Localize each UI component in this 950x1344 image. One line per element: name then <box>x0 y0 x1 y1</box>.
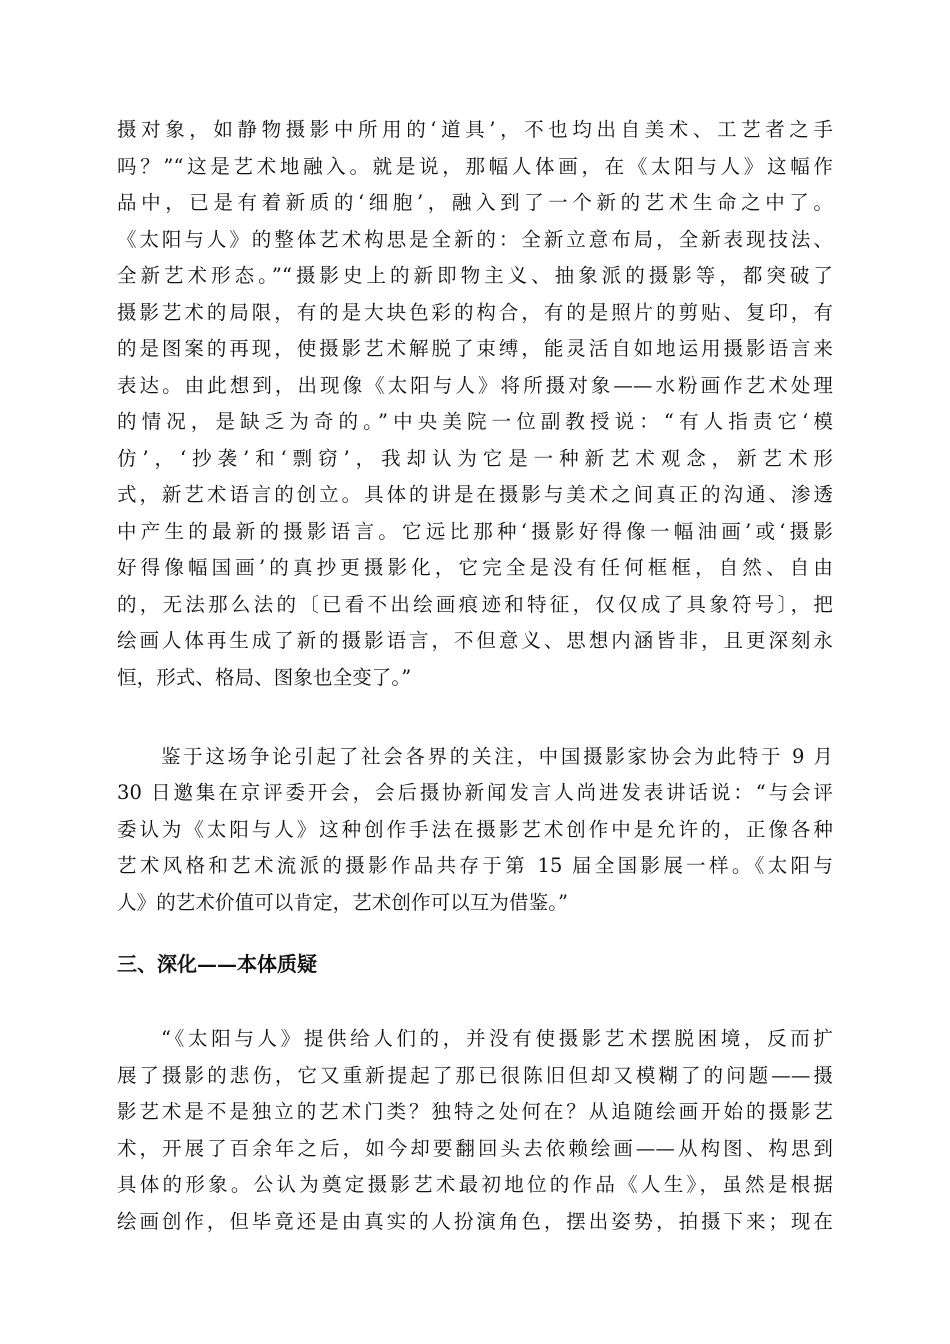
paragraph-1-line-7: 的是图案的再现，使摄影艺术解脱了束缚，能灵活自如地运用摄影语言来 <box>117 337 833 360</box>
paragraph-1-line-9: 的情况，是缺乏为奇的。”中央美院一位副教授说：“有人指责它‘模 <box>117 410 833 433</box>
paragraph-1-line-12: 中产生的最新的摄影语言。它远比那种‘摄影好得像一幅油画’或‘摄影 <box>117 520 833 543</box>
paragraph-3-line-3: 影艺术是不是独立的艺术门类？独特之处何在？从追随绘画开始的摄影艺 <box>117 1100 833 1123</box>
paragraph-1-line-8: 表达。由此想到，出现像《太阳与人》将所摄对象——水粉画作艺术处理 <box>117 374 833 397</box>
paragraph-2-line-5: 人》的艺术价值可以肯定，艺术创作可以互为借鉴。” <box>117 891 569 914</box>
paragraph-1-line-13: 好得像幅国画’的真抄更摄影化，它完全是没有任何框框，自然、自由 <box>117 556 833 579</box>
paragraph-1-line-3: 品中，已是有着新质的‘细胞’，融入到了一个新的艺术生命之中了。 <box>117 191 833 214</box>
section-heading: 三、深化——本体质疑 <box>117 952 317 976</box>
paragraph-1-line-10: 仿’，‘抄袭’和‘剽窃’，我却认为它是一种新艺术观念，新艺术形 <box>117 447 833 470</box>
paragraph-3-line-2: 展了摄影的悲伤，它又重新提起了那已很陈旧但却又模糊了的问题——摄 <box>117 1064 833 1087</box>
paragraph-2-line-1: 鉴于这场争论引起了社会各界的关注，中国摄影家协会为此特于 9 月 <box>161 745 833 768</box>
paragraph-1-line-2: 吗？”“这是艺术地融入。就是说，那幅人体画，在《太阳与人》这幅作 <box>117 155 833 178</box>
paragraph-1-line-1: 摄对象，如静物摄影中所用的‘道具’，不也均出自美术、工艺者之手 <box>117 118 833 141</box>
paragraph-1-line-4: 《太阳与人》的整体艺术构思是全新的：全新立意布局，全新表现技法、 <box>117 228 833 251</box>
paragraph-3-line-5: 具体的形象。公认为奠定摄影艺术最初地位的作品《人生》，虽然是根据 <box>117 1173 833 1196</box>
paragraph-3-line-6: 绘画创作，但毕竟还是由真实的人扮演角色，摆出姿势，拍摄下来；现在 <box>117 1210 833 1233</box>
paragraph-1-line-14: 的，无法那么法的〔已看不出绘画痕迹和特征，仅仅成了具象符号〕，把 <box>117 593 833 616</box>
paragraph-1-line-5: 全新艺术形态。”“摄影史上的新即物主义、抽象派的摄影等，都突破了 <box>117 264 833 287</box>
paragraph-3-line-1: “《太阳与人》提供给人们的，并没有使摄影艺术摆脱困境，反而扩 <box>161 1027 833 1050</box>
paragraph-1-line-16: 恒，形式、格局、图象也全变了。” <box>117 666 412 689</box>
paragraph-2-line-2: 30 日邀集在京评委开会，会后摄协新闻发言人尚进发表讲话说：“与会评 <box>117 781 833 804</box>
paragraph-2-line-3: 委认为《太阳与人》这种创作手法在摄影艺术创作中是允许的，正像各种 <box>117 818 833 841</box>
paragraph-1-line-15: 绘画人体再生成了新的摄影语言，不但意义、思想内涵皆非，且更深刻永 <box>117 629 833 652</box>
paragraph-2-line-4: 艺术风格和艺术流派的摄影作品共存于第 15 届全国影展一样。《太阳与 <box>117 854 833 877</box>
paragraph-3-line-4: 术，开展了百余年之后，如今却要翻回头去依赖绘画——从构图、构思到 <box>117 1137 833 1160</box>
paragraph-1-line-6: 摄影艺术的局限，有的是大块色彩的构合，有的是照片的剪贴、复印，有 <box>117 301 833 324</box>
paragraph-1-line-11: 式，新艺术语言的创立。具体的讲是在摄影与美术之间真正的沟通、渗透 <box>117 483 833 506</box>
